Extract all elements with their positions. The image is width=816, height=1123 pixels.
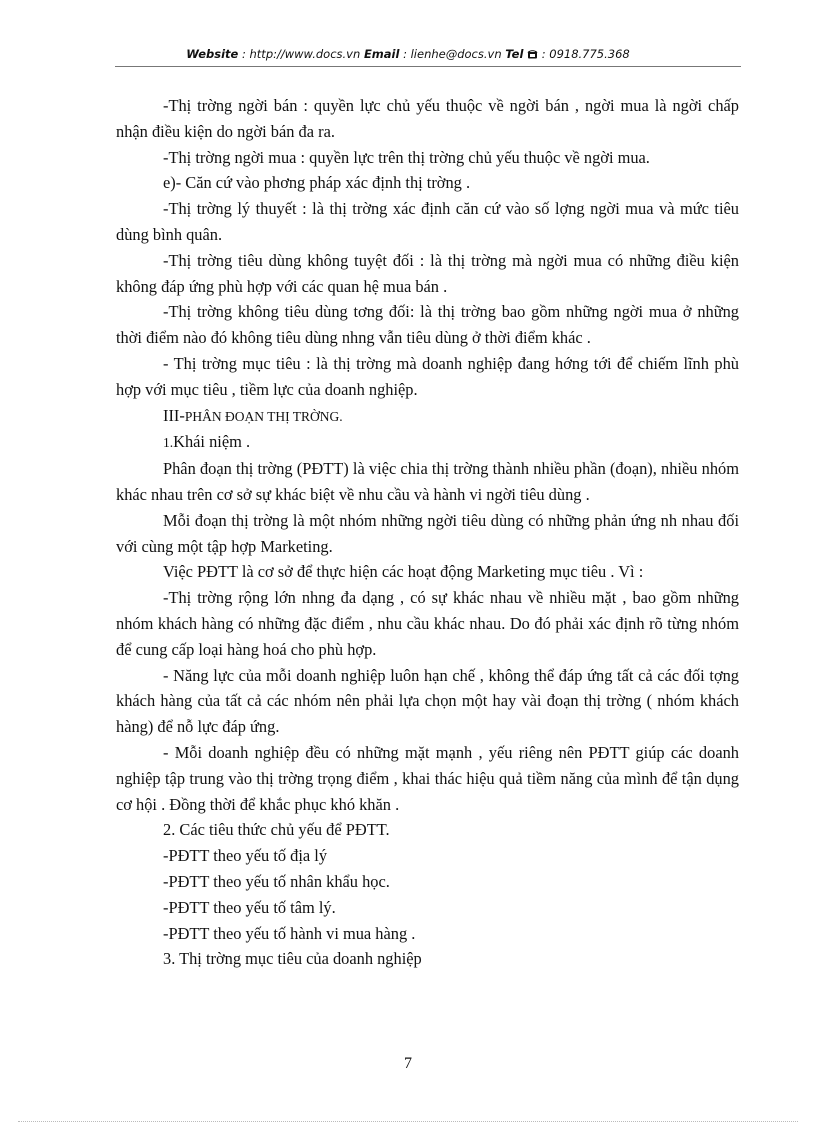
section-heading bbox=[116, 403, 739, 430]
subsection-number: 1. bbox=[163, 435, 174, 451]
list-item: -PĐTT theo yếu tố hành vi mua hàng . bbox=[163, 923, 416, 943]
page-bottom-divider bbox=[18, 1121, 798, 1122]
list-item: -PĐTT theo yếu tố nhân khẩu học. bbox=[163, 871, 390, 891]
paragraph: - Năng lực của mỗi doanh nghiệp luôn hạn chế , không thể đáp ứng tất cả các đối tợng khách hàng của tất cả các nhóm nên phải lựa chọn một hay vài đoạn thị trờng ( nhóm khách hàng) để nỗ lực đáp ứng. bbox=[116, 665, 739, 737]
paragraph: Mỗi đoạn thị trờng là một nhóm những ngời tiêu dùng có những phản ứng nh nhau đối với cùng một tập hợp Marketing. bbox=[116, 510, 739, 556]
subsection-heading bbox=[116, 429, 739, 456]
email-label: Email bbox=[363, 47, 400, 61]
email-value: : lienhe@docs.vn bbox=[403, 47, 502, 61]
paragraph: Phân đoạn thị trờng (PĐTT) là việc chia thị trờng thành nhiều phần (đoạn), nhiều nhóm khác nhau trên cơ sở sự khác biệt về nhu cầu và hành vi ngời tiêu dùng . bbox=[116, 459, 739, 504]
section-title: PHÂN ĐOẠN THỊ TRỜNG. bbox=[184, 408, 343, 424]
section-roman: III- bbox=[163, 405, 185, 425]
paragraph: -Thị trờng ngời mua : quyền lực trên thị trờng chủ yếu thuộc về ngời mua. bbox=[163, 147, 650, 167]
paragraph: -Thị trờng rộng lớn nhng đa dạng , có sự khác nhau về nhiều mặt , bao gồm những nhóm khách hàng có những đặc điểm , nhu cầu khác nhau. Do đó phải xác định rõ từng nhóm để cung cấp loại hàng hoá cho phù hợp. bbox=[116, 588, 739, 659]
website-label: Website bbox=[186, 47, 239, 61]
paragraph: - Thị trờng mục tiêu : là thị trờng mà doanh nghiệp đang hớng tới để chiếm lĩnh phù hợp với mục tiêu , tiềm lực của doanh nghiệp. bbox=[116, 353, 739, 399]
paragraph: -Thị trờng tiêu dùng không tuyệt đối : là thị trờng mà ngời mua có những điều kiện không đáp ứng phù hợp với các quan hệ mua bán . bbox=[116, 250, 739, 296]
page-number: 7 bbox=[404, 1055, 412, 1072]
document-body bbox=[116, 93, 739, 972]
header-divider bbox=[115, 66, 741, 67]
subsection-title: Khái niệm . bbox=[173, 432, 251, 452]
page-header bbox=[0, 47, 816, 61]
tel-value: : 0918.775.368 bbox=[541, 47, 630, 61]
subsection-heading: 2. Các tiêu thức chủ yếu để PĐTT. bbox=[163, 820, 390, 840]
paragraph: - Mỗi doanh nghiệp đều có những mặt mạnh , yếu riêng nên PĐTT giúp các doanh nghiệp tập trung vào thị trờng trọng điểm , khai thác hiệu quả tiềm năng của mình để tận dụng cơ hội . Đồng thời để khắc phục khó khăn . bbox=[116, 742, 739, 814]
paragraph: Việc PĐTT là cơ sở để thực hiện các hoạt động Marketing mục tiêu . Vì : bbox=[163, 562, 644, 582]
list-item: -PĐTT theo yếu tố tâm lý. bbox=[163, 897, 336, 917]
subsection-heading: 3. Thị trờng mục tiêu của doanh nghiệp bbox=[163, 949, 422, 969]
paragraph: -Thị trờng lý thuyết : là thị trờng xác định căn cứ vào số lợng ngời mua và mức tiêu dùng bình quân. bbox=[116, 199, 739, 244]
tel-label: Tel bbox=[505, 47, 524, 61]
paragraph: -Thị trờng ngời bán : quyền lực chủ yếu thuộc về ngời bán , ngời mua là ngời chấp nhận điều kiện do ngời bán đa ra. bbox=[116, 96, 739, 141]
paragraph: -Thị trờng không tiêu dùng tơng đối: là thị trờng bao gồm những ngời mua ở những thời điểm nào đó không tiêu dùng nhng vẫn tiêu dùng ở thời điểm khác . bbox=[116, 302, 739, 348]
list-item: -PĐTT theo yếu tố địa lý bbox=[163, 846, 328, 866]
website-value: : http://www.docs.vn bbox=[241, 47, 361, 61]
phone-icon bbox=[527, 47, 538, 61]
paragraph: e)- Căn cứ vào phơng pháp xác định thị trờng . bbox=[163, 173, 471, 193]
